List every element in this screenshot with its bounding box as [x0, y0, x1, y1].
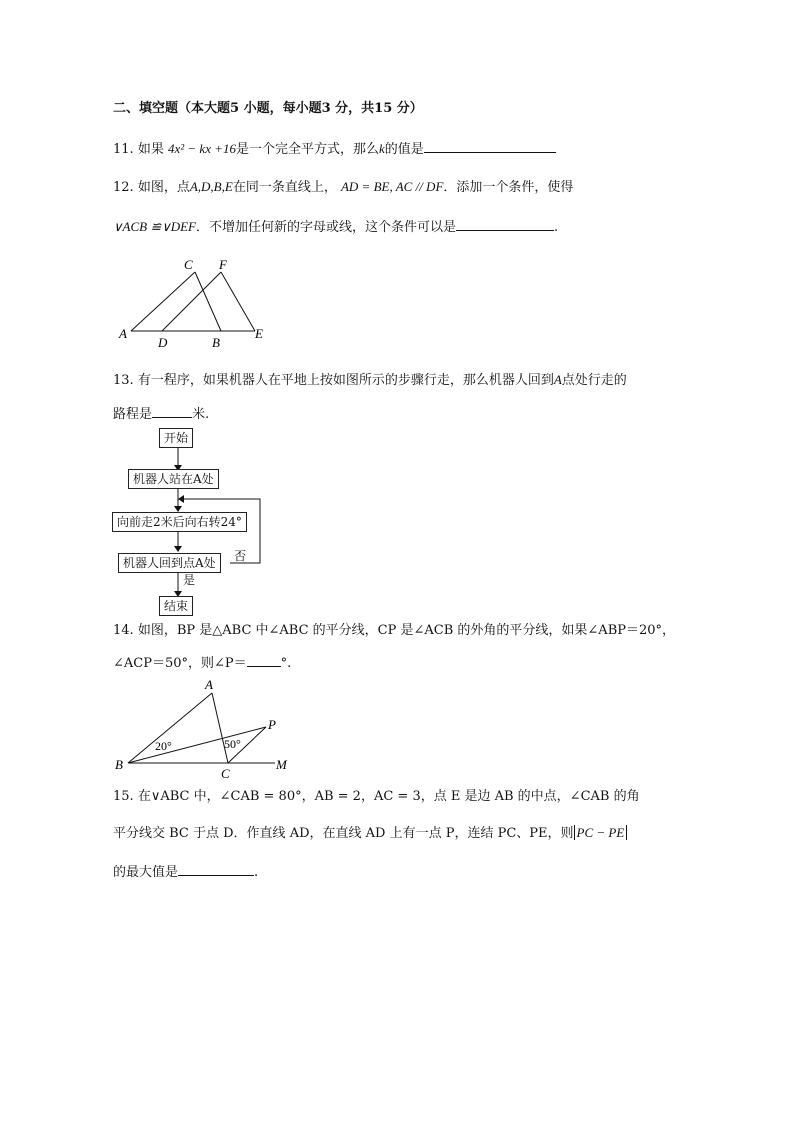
q13-line1: 有一程序，如果机器人在平地上按如图所示的步骤行走，那么机器人回到 [137, 373, 554, 388]
q12-end: . [554, 220, 559, 235]
q14-line2-a: ∠ACP＝50°，则∠P＝ [113, 656, 247, 671]
q12-line2: ．不增加任何新的字母或线，这个条件可以是 [196, 220, 457, 235]
q15-end: . [254, 865, 259, 880]
q14-number: 14. [113, 623, 134, 638]
fig12-segment-DF [162, 272, 221, 331]
fig14-segment-BP [128, 727, 266, 763]
fig14-label-A: A [205, 677, 213, 692]
q14-line2-b: °. [280, 656, 292, 671]
question-15-line3 [113, 863, 258, 879]
q11-number: 11. [113, 142, 134, 157]
q12-answer-blank [456, 218, 554, 231]
q15-line2: 平分线交 BC 于点 D．作直线 AD，在直线 AD 上有一点 P，连结 PC、PE，则 [113, 826, 574, 841]
flow-decision-box: 机器人回到点A处 [118, 553, 221, 573]
flow-no-label: 否 [234, 549, 247, 563]
q11-expression: 4x² − kx +16 [167, 141, 236, 156]
flow-step2-box: 向前走2米后向右转24° [112, 512, 247, 532]
question-13-line1 [113, 373, 627, 387]
q15-line1: 在∨ABC 中，∠CAB = 80°，AB = 2，AC = 3，点 E 是边 AB 的中点，∠CAB 的角 [137, 789, 640, 804]
q15-abs-expression: PC − PE [574, 825, 628, 840]
flow-arrowhead-3 [174, 546, 182, 552]
q14-line1: 如图，BP 是△ABC 中∠ABC 的平分线，CP 是∠ACB 的外角的平分线，如果∠ABP＝20°， [137, 623, 676, 638]
question-14-line1 [113, 624, 675, 637]
fig12-segment-AC [131, 272, 195, 331]
q15-line3: 的最大值是 [113, 865, 179, 880]
q13-line2: 路程是 [113, 407, 153, 422]
fig14-segment-AC [212, 693, 228, 763]
question-12-line1 [113, 180, 573, 194]
q13-line1-end: 点处行走的 [561, 373, 627, 388]
q11-text: 是一个完全平方式，那么 [236, 142, 380, 157]
question-15-line1 [113, 790, 640, 803]
question-13-line2 [113, 405, 209, 421]
question-12-line2 [113, 218, 558, 234]
q13-line2-end: 米. [192, 407, 210, 422]
fig12-label-D: D [158, 335, 168, 350]
question-11 [113, 140, 556, 156]
q12-line1-a: 如图，点 [137, 180, 190, 195]
q12-line1-c: ．添加一个条件，使得 [443, 180, 574, 195]
question-14-line2 [113, 654, 291, 670]
q12-points: A,D,B,E [189, 179, 233, 194]
fig14-label-P: P [268, 717, 276, 732]
fig12-label-F: F [219, 257, 227, 272]
figure-12 [110, 252, 280, 352]
flow-start-box: 开始 [159, 428, 193, 448]
fig12-label-A: A [119, 326, 127, 341]
flow-end-box: 结束 [159, 596, 193, 616]
q12-condition: AD = BE, AC // DF [340, 179, 444, 194]
fig14-angle-50: 50° [224, 737, 241, 751]
fig14-label-B: B [115, 757, 123, 772]
q15-number: 15. [113, 789, 134, 804]
flow-step1-box: 机器人站在A处 [128, 469, 219, 489]
q13-number: 13. [113, 373, 134, 388]
figure-14 [110, 675, 300, 785]
fig12-segment-CB [195, 272, 221, 331]
q12-congruence: ∨ACB ≌∨DEF [113, 219, 196, 234]
q14-answer-blank [247, 654, 281, 667]
q11-answer-blank [424, 140, 556, 153]
fig14-label-M: M [276, 757, 287, 772]
question-15-line2 [113, 826, 627, 840]
q13-var: A [553, 372, 562, 387]
fig12-segment-FE [221, 272, 255, 331]
fig14-label-C: C [221, 766, 230, 781]
q13-answer-blank [152, 405, 192, 418]
section-header: 二、填空题（本大题5 小题，每小题3 分，共15 分） [113, 101, 423, 116]
q11-var: k [379, 141, 385, 156]
q12-line1-b: 在同一条直线上， [232, 180, 337, 195]
fig14-angle-20: 20° [155, 739, 172, 753]
fig12-label-B: B [212, 335, 220, 350]
q11-prefix: 如果 [137, 142, 164, 157]
fig12-label-E: E [255, 326, 263, 341]
flow-yes-label: 是 [183, 573, 196, 587]
fig12-label-C: C [184, 257, 193, 272]
q15-answer-blank [178, 863, 254, 876]
q11-suffix: 的值是 [384, 142, 424, 157]
q12-number: 12. [113, 180, 134, 195]
flow-loop-arrowhead [178, 495, 184, 503]
